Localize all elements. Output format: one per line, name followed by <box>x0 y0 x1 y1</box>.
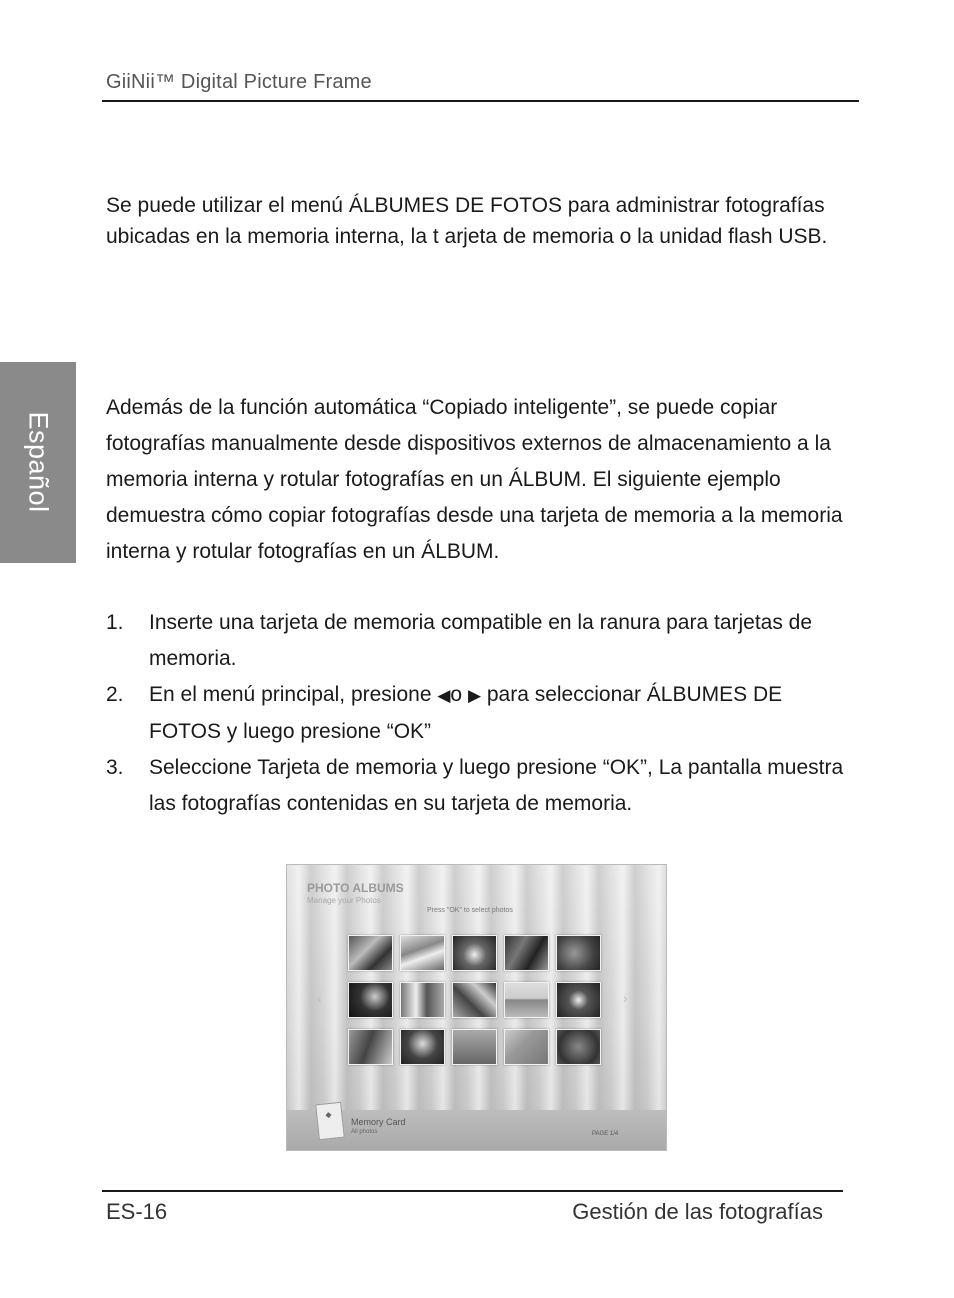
chevron-right-icon: › <box>623 990 628 1006</box>
step-text-after: para seleccionar ÁLBUMES DE FOTOS y luego presione “OK” <box>149 683 783 743</box>
copy-paragraph: Además de la función automática “Copiado inteligente”, se puede copiar fotografías manualmente desde dispositivos externos de almacenamiento a la memoria interna y rotular fotografías en un ÁLBUM. El siguiente ejemplo demuestra cómo copiar fotografías desde una tarjeta de memoria a la memoria interna y rotular fotografías en un ÁLBUM. <box>106 396 843 563</box>
step-text <box>149 677 846 750</box>
card-mark: ◆ <box>324 1109 332 1120</box>
step-text-middle: o <box>450 683 468 706</box>
steps-list <box>106 605 846 822</box>
step-item <box>106 677 846 750</box>
chevron-left-icon: ‹ <box>317 990 322 1006</box>
step-item <box>106 750 846 822</box>
step-item <box>106 605 846 677</box>
section-title: Gestión de las fotografías <box>572 1199 823 1224</box>
photo-thumbnail <box>452 982 497 1018</box>
photo-thumbnail <box>348 982 393 1018</box>
right-arrow-icon: ▶ <box>467 686 482 705</box>
photo-thumbnail <box>504 935 549 971</box>
language-tab-label: Español <box>23 411 54 513</box>
figure-hint: Press "OK" to select photos <box>427 907 513 914</box>
footer-divider <box>102 1190 843 1192</box>
photo-thumbnail <box>556 982 601 1018</box>
step-text-before: En el menú principal, presione <box>149 683 438 706</box>
intro-paragraph: Se puede utilizar el menú ÁLBUMES DE FOTOS para administrar fotografías ubicadas en la memoria interna, la t arjeta de memoria o la unidad flash USB. <box>106 194 828 248</box>
memory-card-icon <box>315 1102 345 1141</box>
memory-card-label: Memory Card <box>351 1117 406 1127</box>
photo-thumbnail <box>400 935 445 971</box>
photo-thumbnail <box>504 1029 549 1065</box>
header-divider <box>102 100 859 102</box>
figure-subtitle: Manage your Photos <box>307 896 381 905</box>
step-text: Seleccione Tarjeta de memoria y luego presione “OK”, La pantalla muestra las fotografías contenidas en su tarjeta de memoria. <box>149 756 844 815</box>
photo-thumbnail <box>556 935 601 971</box>
step-number: 1. <box>106 611 124 634</box>
step-number: 2. <box>106 683 124 706</box>
memory-card-sublabel: All photos <box>351 1129 378 1135</box>
photo-thumbnail <box>452 935 497 971</box>
thumbnail-grid <box>348 935 604 1065</box>
left-arrow-icon: ◀ <box>437 686 451 705</box>
photo-thumbnail <box>400 982 445 1018</box>
photo-thumbnail <box>504 982 549 1018</box>
photo-thumbnail <box>400 1029 445 1065</box>
photo-thumbnail <box>556 1029 601 1065</box>
page-indicator: PAGE 1/4 <box>592 1131 619 1137</box>
step-number: 3. <box>106 756 124 779</box>
page-number: ES-16 <box>106 1199 168 1224</box>
figure-title: PHOTO ALBUMS <box>307 881 404 895</box>
photo-thumbnail <box>452 1029 497 1065</box>
photo-albums-screenshot <box>286 864 667 1151</box>
photo-thumbnail <box>348 1029 393 1065</box>
header-title: GiiNii™ Digital Picture Frame <box>106 71 372 93</box>
photo-thumbnail <box>348 935 393 971</box>
step-text: Inserte una tarjeta de memoria compatible en la ranura para tarjetas de memoria. <box>149 611 813 670</box>
